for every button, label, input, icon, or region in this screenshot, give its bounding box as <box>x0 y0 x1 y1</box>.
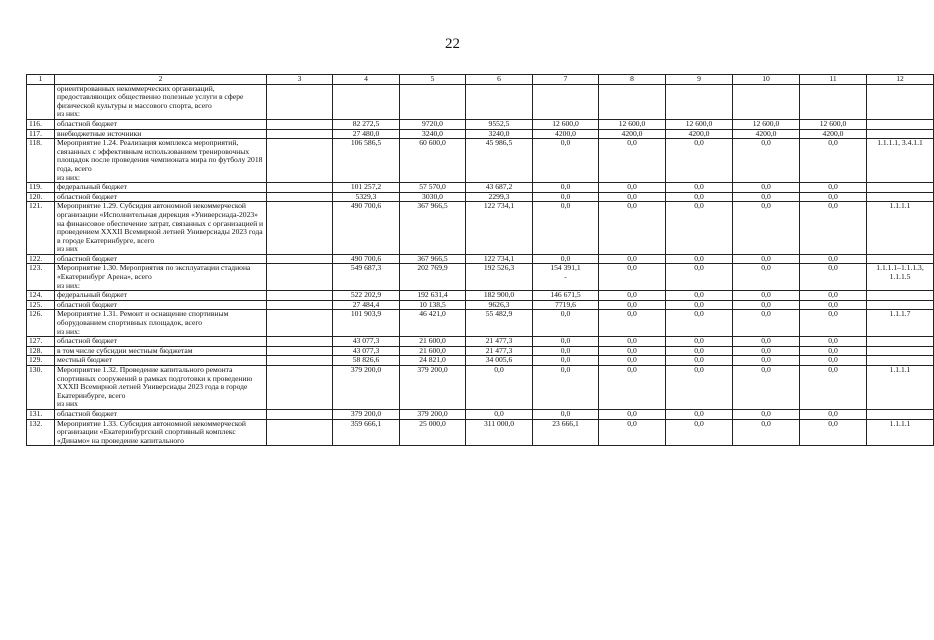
value-cell: 0,0 <box>533 183 599 193</box>
target-reference-cell: 1.1.1.7 <box>867 310 934 337</box>
table-header-row <box>27 75 934 85</box>
value-cell: 0,0 <box>666 254 733 264</box>
value-cell: 490 700,6 <box>333 202 400 255</box>
value-cell <box>466 84 533 119</box>
row-number-cell: 119. <box>27 183 55 193</box>
row-number-cell: 124. <box>27 291 55 301</box>
value-cell: 0,0 <box>599 419 666 446</box>
value-cell: 12 600,0 <box>666 119 733 129</box>
table-row <box>27 337 934 347</box>
column-header: 5 <box>400 75 466 85</box>
value-cell: 43 687,2 <box>466 183 533 193</box>
value-cell <box>800 84 867 119</box>
row-description-cell: Мероприятие 1.31. Ремонт и оснащение спортивным оборудованием спортивных площадок, всего из них: <box>55 310 267 337</box>
value-cell: 490 700,6 <box>333 254 400 264</box>
value-cell: 60 600,0 <box>400 139 466 183</box>
table-row <box>27 183 934 193</box>
row-number-cell: 126. <box>27 310 55 337</box>
value-cell: 0,0 <box>733 264 800 291</box>
value-cell: 0,0 <box>599 264 666 291</box>
value-cell: 0,0 <box>599 202 666 255</box>
row-number-cell: 127. <box>27 337 55 347</box>
value-cell: 0,0 <box>733 183 800 193</box>
value-cell: 0,0 <box>666 183 733 193</box>
value-cell: 0,0 <box>666 356 733 366</box>
value-cell: 0,0 <box>800 202 867 255</box>
row-number-cell: 121. <box>27 202 55 255</box>
value-cell: 9720,0 <box>400 119 466 129</box>
row-description-cell: ориентированных некоммерческих организаций, предоставляющих общественно полезные услуги в сфере физической культуры и массового спорта, всего из них: <box>55 84 267 119</box>
value-cell: 3240,0 <box>400 129 466 139</box>
column-3-cell <box>267 84 333 119</box>
value-cell: 0,0 <box>533 346 599 356</box>
column-header: 3 <box>267 75 333 85</box>
value-cell: 4200,0 <box>800 129 867 139</box>
value-cell: 0,0 <box>733 254 800 264</box>
column-3-cell <box>267 254 333 264</box>
value-cell: 0,0 <box>800 254 867 264</box>
value-cell: 0,0 <box>599 310 666 337</box>
column-3-cell <box>267 291 333 301</box>
value-cell: 0,0 <box>599 192 666 202</box>
value-cell: 43 077,3 <box>333 337 400 347</box>
column-header: 2 <box>55 75 267 85</box>
target-reference-cell: 1.1.1.1 <box>867 366 934 410</box>
value-cell <box>599 84 666 119</box>
column-header: 1 <box>27 75 55 85</box>
table-row <box>27 139 934 183</box>
value-cell: 0,0 <box>733 409 800 419</box>
value-cell: 4200,0 <box>599 129 666 139</box>
column-3-cell <box>267 129 333 139</box>
value-cell: 0,0 <box>733 337 800 347</box>
column-3-cell <box>267 356 333 366</box>
value-cell: 367 966,5 <box>400 254 466 264</box>
value-cell <box>400 84 466 119</box>
value-cell: 12 600,0 <box>733 119 800 129</box>
table-row <box>27 119 934 129</box>
table-row <box>27 202 934 255</box>
value-cell: 10 138,5 <box>400 300 466 310</box>
value-cell: 146 671,5 <box>533 291 599 301</box>
value-cell: 0,0 <box>666 202 733 255</box>
value-cell: 0,0 <box>733 192 800 202</box>
value-cell: 57 570,0 <box>400 183 466 193</box>
column-3-cell <box>267 119 333 129</box>
value-cell: 0,0 <box>800 310 867 337</box>
value-cell: 58 826,6 <box>333 356 400 366</box>
value-cell: 0,0 <box>599 337 666 347</box>
value-cell: 25 000,0 <box>400 419 466 446</box>
value-cell: 122 734,1 <box>466 254 533 264</box>
value-cell: 367 966,5 <box>400 202 466 255</box>
value-cell: 2299,3 <box>466 192 533 202</box>
value-cell: 522 202,9 <box>333 291 400 301</box>
row-number-cell: 116. <box>27 119 55 129</box>
table-row <box>27 264 934 291</box>
target-reference-cell <box>867 119 934 129</box>
value-cell: 0,0 <box>599 254 666 264</box>
value-cell: 0,0 <box>733 346 800 356</box>
table-row <box>27 310 934 337</box>
target-reference-cell <box>867 291 934 301</box>
value-cell: 0,0 <box>533 202 599 255</box>
value-cell: 311 000,0 <box>466 419 533 446</box>
value-cell: 0,0 <box>800 366 867 410</box>
column-header: 7 <box>533 75 599 85</box>
value-cell: 106 586,5 <box>333 139 400 183</box>
value-cell: 182 900,0 <box>466 291 533 301</box>
row-number-cell: 130. <box>27 366 55 410</box>
value-cell: 12 600,0 <box>800 119 867 129</box>
target-reference-cell: 1.1.1.1, 3.4.1.1 <box>867 139 934 183</box>
row-description-cell: федеральный бюджет <box>55 291 267 301</box>
column-3-cell <box>267 310 333 337</box>
value-cell: 359 666,1 <box>333 419 400 446</box>
table-row <box>27 291 934 301</box>
value-cell: 0,0 <box>466 366 533 410</box>
column-3-cell <box>267 366 333 410</box>
value-cell: 0,0 <box>800 300 867 310</box>
value-cell: 55 482,9 <box>466 310 533 337</box>
value-cell: 12 600,0 <box>599 119 666 129</box>
column-header: 12 <box>867 75 934 85</box>
value-cell: 0,0 <box>666 346 733 356</box>
value-cell: 0,0 <box>800 356 867 366</box>
column-header: 4 <box>333 75 400 85</box>
row-description-cell: Мероприятие 1.24. Реализация комплекса мероприятий, связанных с эффективным использованием тренировочных площадок после проведения чемпионата мира по футболу 2018 года, всего из них: <box>55 139 267 183</box>
value-cell: 0,0 <box>533 310 599 337</box>
row-description-cell: Мероприятие 1.32. Проведение капитального ремонта спортивных сооружений в рамках подготовки к проведению XXXII Всемирной летней Универсиады 2023 года в городе Екатеринбурге, всего из них <box>55 366 267 410</box>
value-cell: 0,0 <box>733 202 800 255</box>
value-cell <box>533 84 599 119</box>
column-3-cell <box>267 202 333 255</box>
row-description-cell: областной бюджет <box>55 300 267 310</box>
value-cell: 21 477,3 <box>466 337 533 347</box>
value-cell: 21 600,0 <box>400 346 466 356</box>
value-cell: 7719,6 <box>533 300 599 310</box>
value-cell: 202 769,9 <box>400 264 466 291</box>
row-description-cell: областной бюджет <box>55 254 267 264</box>
value-cell: 0,0 <box>800 183 867 193</box>
value-cell: 0,0 <box>666 310 733 337</box>
row-number-cell <box>27 84 55 119</box>
row-number-cell: 123. <box>27 264 55 291</box>
row-number-cell: 132. <box>27 419 55 446</box>
value-cell: 0,0 <box>533 356 599 366</box>
row-description-cell: федеральный бюджет <box>55 183 267 193</box>
value-cell: 27 480,0 <box>333 129 400 139</box>
value-cell: 9626,3 <box>466 300 533 310</box>
column-3-cell <box>267 337 333 347</box>
value-cell: 0,0 <box>800 264 867 291</box>
column-3-cell <box>267 192 333 202</box>
value-cell: 0,0 <box>599 356 666 366</box>
column-3-cell <box>267 183 333 193</box>
value-cell: 379 200,0 <box>400 366 466 410</box>
column-3-cell <box>267 264 333 291</box>
value-cell: 0,0 <box>599 183 666 193</box>
column-header: 9 <box>666 75 733 85</box>
target-reference-cell: 1.1.1.1–1.1.1.3, 1.1.1.5 <box>867 264 934 291</box>
row-description-cell: Мероприятие 1.30. Мероприятия по эксплуатации стадиона «Екатеринбург Арена», всего из них: <box>55 264 267 291</box>
target-reference-cell <box>867 337 934 347</box>
column-header: 11 <box>800 75 867 85</box>
value-cell: 5329,3 <box>333 192 400 202</box>
row-number-cell: 129. <box>27 356 55 366</box>
value-cell: 46 421,0 <box>400 310 466 337</box>
column-3-cell <box>267 419 333 446</box>
value-cell: 4200,0 <box>533 129 599 139</box>
row-number-cell: 128. <box>27 346 55 356</box>
column-3-cell <box>267 139 333 183</box>
value-cell: 0,0 <box>733 300 800 310</box>
value-cell: 192 526,3 <box>466 264 533 291</box>
table-row <box>27 409 934 419</box>
value-cell: 0,0 <box>599 366 666 410</box>
value-cell: 4200,0 <box>666 129 733 139</box>
value-cell: 43 077,3 <box>333 346 400 356</box>
target-reference-cell <box>867 183 934 193</box>
column-header: 10 <box>733 75 800 85</box>
value-cell: 0,0 <box>666 366 733 410</box>
value-cell: 34 005,6 <box>466 356 533 366</box>
row-number-cell: 125. <box>27 300 55 310</box>
value-cell: 0,0 <box>800 192 867 202</box>
value-cell: 0,0 <box>533 337 599 347</box>
target-reference-cell <box>867 84 934 119</box>
row-description-cell: в том числе субсидии местным бюджетам <box>55 346 267 356</box>
value-cell: 21 477,3 <box>466 346 533 356</box>
value-cell: 379 200,0 <box>333 409 400 419</box>
value-cell: 0,0 <box>666 300 733 310</box>
value-cell: 0,0 <box>533 254 599 264</box>
row-number-cell: 117. <box>27 129 55 139</box>
value-cell: 0,0 <box>599 139 666 183</box>
value-cell: 24 821,0 <box>400 356 466 366</box>
value-cell: 192 631,4 <box>400 291 466 301</box>
value-cell: 27 484,4 <box>333 300 400 310</box>
value-cell: 4200,0 <box>733 129 800 139</box>
value-cell: 379 200,0 <box>333 366 400 410</box>
row-description-cell: областной бюджет <box>55 119 267 129</box>
value-cell: 0,0 <box>666 409 733 419</box>
value-cell: 0,0 <box>666 419 733 446</box>
row-number-cell: 122. <box>27 254 55 264</box>
target-reference-cell: 1.1.1.1 <box>867 419 934 446</box>
row-number-cell: 120. <box>27 192 55 202</box>
value-cell: 154 391,1 - <box>533 264 599 291</box>
target-reference-cell <box>867 409 934 419</box>
value-cell: 3030,0 <box>400 192 466 202</box>
value-cell: 0,0 <box>533 139 599 183</box>
value-cell: 0,0 <box>666 139 733 183</box>
page-number: 22 <box>445 36 460 52</box>
value-cell: 0,0 <box>800 139 867 183</box>
value-cell: 101 257,2 <box>333 183 400 193</box>
row-number-cell: 131. <box>27 409 55 419</box>
table-row <box>27 346 934 356</box>
column-3-cell <box>267 346 333 356</box>
table-row <box>27 366 934 410</box>
value-cell: 379 200,0 <box>400 409 466 419</box>
value-cell: 0,0 <box>533 366 599 410</box>
value-cell: 0,0 <box>800 409 867 419</box>
value-cell: 101 903,9 <box>333 310 400 337</box>
value-cell: 0,0 <box>599 300 666 310</box>
row-description-cell: областной бюджет <box>55 337 267 347</box>
table-row <box>27 419 934 446</box>
value-cell: 0,0 <box>666 291 733 301</box>
row-number-cell: 118. <box>27 139 55 183</box>
row-description-cell: внебюджетные источники <box>55 129 267 139</box>
value-cell: 0,0 <box>466 409 533 419</box>
value-cell <box>666 84 733 119</box>
table-row <box>27 84 934 119</box>
target-reference-cell: 1.1.1.1 <box>867 202 934 255</box>
value-cell: 0,0 <box>800 337 867 347</box>
value-cell: 0,0 <box>599 409 666 419</box>
value-cell: 549 687,3 <box>333 264 400 291</box>
value-cell: 9552,5 <box>466 119 533 129</box>
value-cell: 0,0 <box>666 264 733 291</box>
value-cell: 82 272,5 <box>333 119 400 129</box>
target-reference-cell <box>867 346 934 356</box>
value-cell: 0,0 <box>599 346 666 356</box>
value-cell <box>333 84 400 119</box>
value-cell: 0,0 <box>733 310 800 337</box>
value-cell: 0,0 <box>733 356 800 366</box>
value-cell <box>733 84 800 119</box>
value-cell: 0,0 <box>533 192 599 202</box>
row-description-cell: областной бюджет <box>55 409 267 419</box>
budget-table <box>26 74 934 446</box>
value-cell: 0,0 <box>533 409 599 419</box>
row-description-cell: Мероприятие 1.29. Субсидия автономной некоммерческой организации «Исполнительная дирекция «Универсиада-2023» на финансовое обеспечение затрат, связанных с организацией и проведением XXXII Всемирной летней Универсиады 2023 года в городе Екатеринбурге, всего из них <box>55 202 267 255</box>
column-3-cell <box>267 300 333 310</box>
row-description-cell: областной бюджет <box>55 192 267 202</box>
value-cell: 23 666,1 <box>533 419 599 446</box>
value-cell: 0,0 <box>666 192 733 202</box>
value-cell: 0,0 <box>599 291 666 301</box>
value-cell: 45 986,5 <box>466 139 533 183</box>
row-description-cell: Мероприятие 1.33. Субсидия автономной некоммерческой организации «Екатеринбургский спортивный комплекс «Динамо» на проведение капитального <box>55 419 267 446</box>
column-3-cell <box>267 409 333 419</box>
value-cell: 0,0 <box>800 291 867 301</box>
value-cell: 3240,0 <box>466 129 533 139</box>
value-cell: 0,0 <box>733 366 800 410</box>
value-cell: 21 600,0 <box>400 337 466 347</box>
value-cell: 122 734,1 <box>466 202 533 255</box>
column-header: 8 <box>599 75 666 85</box>
value-cell: 0,0 <box>800 419 867 446</box>
value-cell: 0,0 <box>733 291 800 301</box>
value-cell: 0,0 <box>733 419 800 446</box>
value-cell: 0,0 <box>800 346 867 356</box>
value-cell: 0,0 <box>733 139 800 183</box>
value-cell: 12 600,0 <box>533 119 599 129</box>
column-header: 6 <box>466 75 533 85</box>
row-description-cell: местный бюджет <box>55 356 267 366</box>
value-cell: 0,0 <box>666 337 733 347</box>
